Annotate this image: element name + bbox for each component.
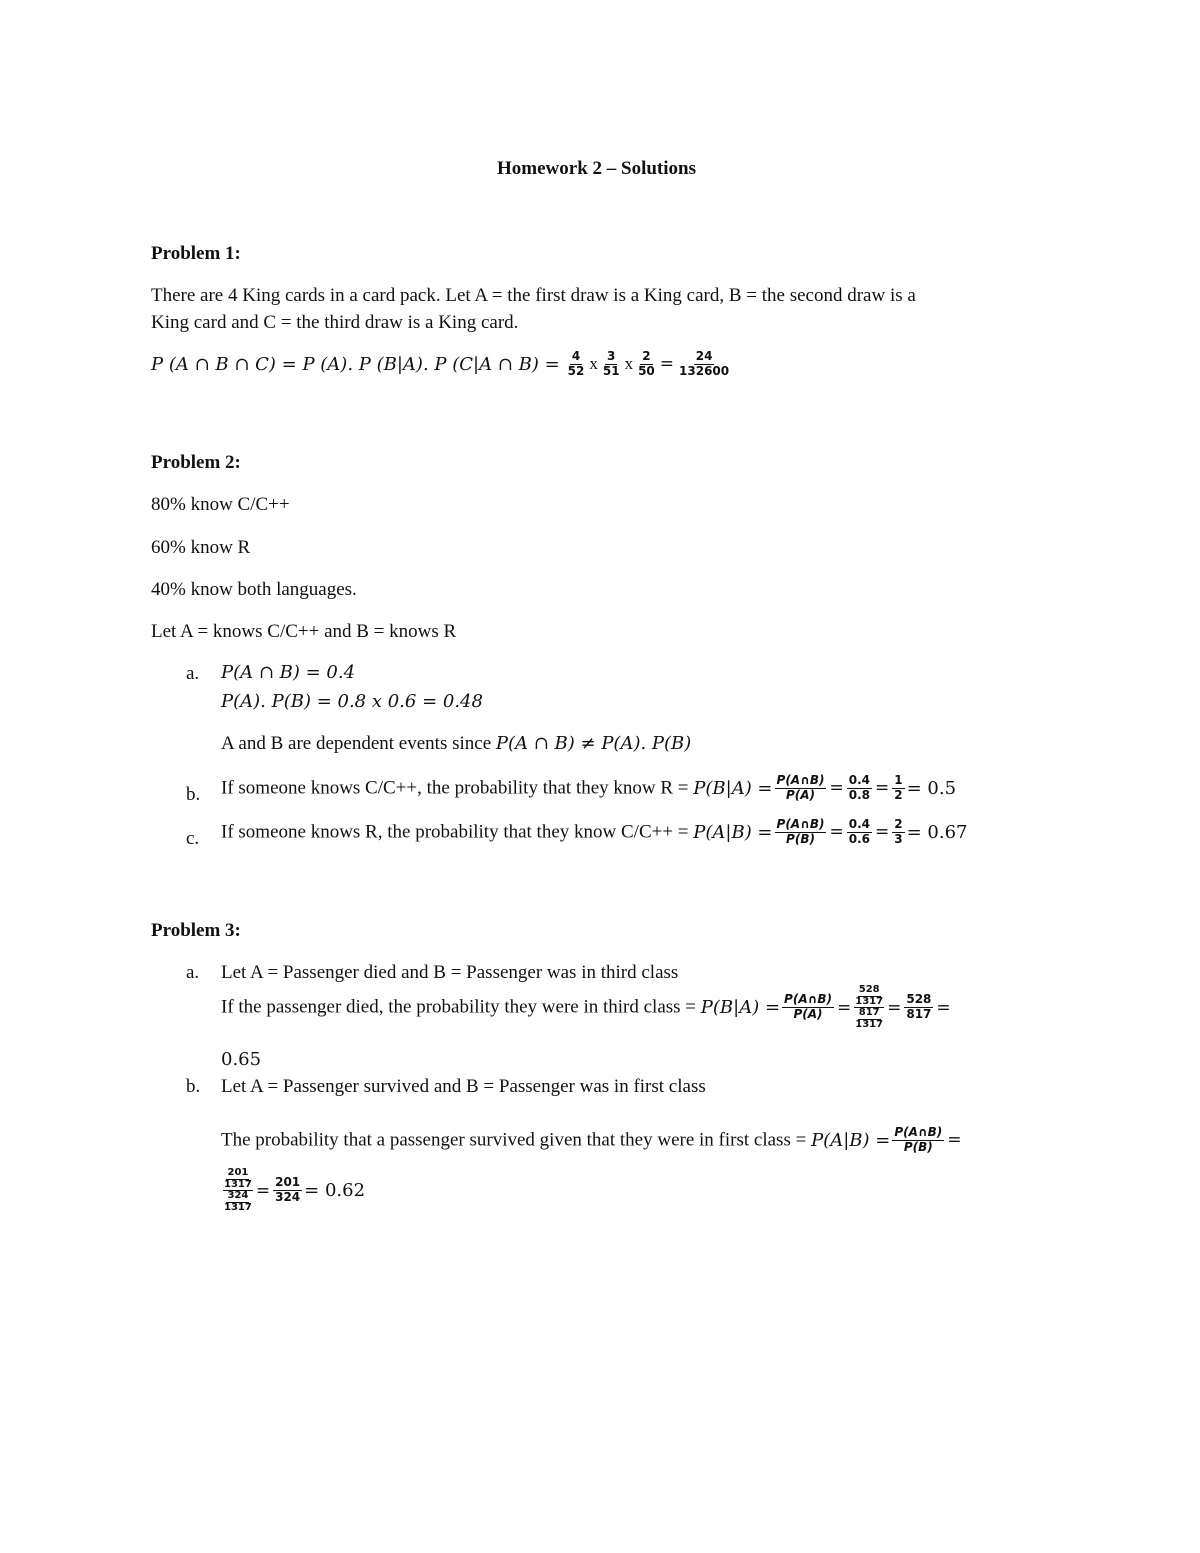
problem-3a-result: 0.65 — [221, 1049, 262, 1070]
problem-3a-line-2 — [221, 985, 952, 1030]
fraction-0.4-0.8: $\frac{0.4}{0.8}$ — [848, 773, 870, 802]
problem-3b-math: P(A|B) = — [811, 1129, 891, 1151]
problem-1-heading: Problem 1: — [151, 243, 241, 264]
problem-2-line-definition: Let A = knows C/C++ and B = knows R — [151, 621, 457, 642]
problem-2c-result: = 0.67 — [906, 821, 968, 843]
problem-1-equation-lhs: P (A ∩ B ∩ C) = P (A). P (B|A). P (C|A ∩ B) = — [151, 353, 560, 375]
problem-2b-result: = 0.5 — [906, 777, 957, 799]
problem-3b-line-2 — [221, 1126, 963, 1155]
problem-2a-line-3 — [221, 733, 691, 755]
problem-2a-line-2: P(A). P(B) = 0.8 x 0.6 = 0.48 — [221, 691, 483, 712]
item-marker-a: a. — [186, 962, 200, 983]
problem-2b-line — [221, 774, 956, 803]
times-sign: x — [589, 354, 598, 374]
equals-sign: = — [936, 997, 951, 1018]
problem-2b-math: P(B|A) = — [693, 777, 773, 799]
fraction-2-50: $\frac{2}{50}$ — [638, 349, 655, 378]
fraction-p-a-and-b-over-p-b: $\frac{P(A\cap B)}{P(B)}$ — [776, 817, 825, 846]
problem-2c-text: If someone knows R, the probability that they know C/C++ = — [221, 821, 694, 843]
fraction-p-a-and-b-over-p-a: $\frac{P(A\cap B)}{P(A)}$ — [776, 773, 825, 802]
equals-sign: = — [875, 778, 890, 799]
problem-3a-line-1: Let A = Passenger died and B = Passenger was in third class — [221, 962, 679, 983]
fraction-p-a-and-b-over-p-a: $\frac{P(A\cap B)}{P(A)}$ — [784, 992, 832, 1021]
problem-2a-conclusion-text: A and B are dependent events since — [221, 733, 496, 754]
problem-3b-line-3 — [221, 1168, 365, 1213]
problem-2-line-both: 40% know both languages. — [151, 579, 357, 600]
nested-fraction-528-1317-over-817-1317: 528 1317 817 1317 — [855, 984, 884, 1030]
equals-sign: = — [829, 822, 844, 843]
problem-2c-math: P(A|B) = — [693, 821, 773, 843]
problem-3b-text: The probability that a passenger survived given that they were in first class = — [221, 1129, 812, 1151]
nested-fraction-201-1317-over-324-1317: 201 1317 324 1317 — [224, 1167, 252, 1213]
problem-2-line-cpp: 80% know C/C++ — [151, 494, 290, 515]
problem-2-line-r: 60% know R — [151, 537, 251, 558]
fraction-2-3: $\frac{2}{3}$ — [894, 817, 903, 846]
problem-1-text-line-2: King card and C = the third draw is a King card. — [151, 312, 519, 333]
equals-sign: = — [255, 1180, 271, 1201]
problem-2c-line — [221, 818, 968, 847]
equals-sign: = — [659, 354, 675, 375]
item-marker-b: b. — [186, 1076, 201, 1097]
fraction-3-51: $\frac{3}{51}$ — [602, 349, 620, 378]
problem-1-equation — [151, 350, 733, 379]
equals-sign: = — [837, 997, 852, 1018]
problem-2-heading: Problem 2: — [151, 452, 241, 473]
problem-3a-math: P(B|A) = — [700, 997, 781, 1018]
problem-1-text-line-1: There are 4 King cards in a card pack. Let A = the first draw is a King card, B = the second draw is a — [151, 285, 916, 306]
fraction-201-324: $\frac{201}{324}$ — [275, 1175, 301, 1204]
fraction-0.4-0.6: $\frac{0.4}{0.6}$ — [848, 817, 870, 846]
fraction-1-2: $\frac{1}{2}$ — [894, 773, 903, 802]
fraction-528-817: $\frac{528}{817}$ — [906, 992, 932, 1021]
problem-3b-result: = 0.62 — [304, 1180, 366, 1201]
equals-sign: = — [947, 1130, 962, 1151]
problem-2a-line-1: P(A ∩ B) = 0.4 — [221, 662, 356, 683]
equals-sign: = — [875, 822, 890, 843]
item-marker-a: a. — [186, 663, 200, 684]
item-marker-b: b. — [186, 784, 201, 805]
times-sign: x — [624, 354, 634, 374]
equals-sign: = — [829, 778, 844, 799]
page-title: Homework 2 – Solutions — [497, 158, 696, 179]
equals-sign: = — [887, 997, 902, 1018]
fraction-24-132600: $\frac{24}{132600}$ — [679, 349, 730, 378]
problem-2b-text: If someone knows C/C++, the probability that they know R = — [221, 777, 694, 799]
problem-3-heading: Problem 3: — [151, 920, 241, 941]
fraction-p-a-and-b-over-p-b: $\frac{P(A\cap B)}{P(B)}$ — [894, 1125, 943, 1154]
item-marker-c: c. — [186, 828, 200, 849]
problem-3b-line-1: Let A = Passenger survived and B = Passenger was in first class — [221, 1076, 706, 1097]
problem-2a-conclusion-math: P(A ∩ B) ≠ P(A). P(B) — [495, 733, 692, 754]
problem-3a-text: If the passenger died, the probability they were in third class = — [221, 996, 701, 1018]
fraction-4-52: $\frac{4}{52}$ — [567, 349, 585, 378]
